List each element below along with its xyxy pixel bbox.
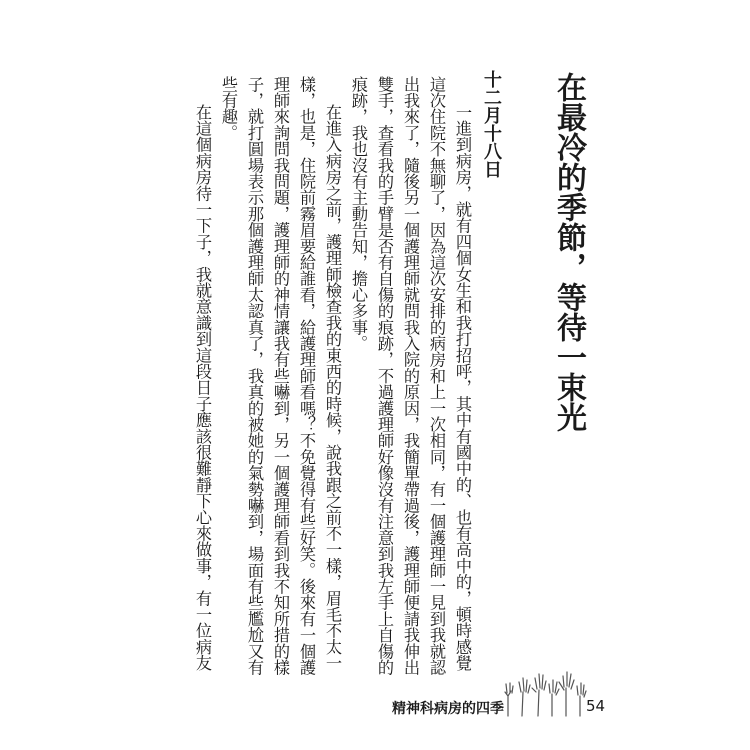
- text-column: 這次住院不無聊了，因為這次安排的病房和上一次相同，有一個護理師一見到我就認: [427, 76, 446, 676]
- text-column: 在這個病房待一下子，我就意識到這段日子應該很難靜下心來做事，有一位病友: [193, 104, 212, 671]
- entry-date: 十二月十八日: [481, 70, 502, 178]
- text-column: 雙手，查看我的手臂是否有自傷的痕跡，不過護理師好像沒有注意到我左手上自傷的: [375, 76, 394, 676]
- chapter-title: 在最冷的季節，等待一束光: [551, 72, 586, 432]
- text-column: 樣，也是，住院前霧眉要給誰看，給護理師看嗎？不免覺得有些好笑。後來有一個護: [297, 76, 316, 676]
- footer-book-title: 精神科病房的四季: [392, 701, 504, 717]
- text-column: 一進到病房，就有四個女生和我打招呼，其中有國中的、也有高中的，頓時感覺: [453, 104, 472, 671]
- text-column: 理師來詢問我問題，護理師的神情讓我有些嚇到，另一個護理師看到我不知所措的樣: [271, 76, 290, 676]
- text-column: 痕跡，我也沒有主動告知，擔心多事。: [349, 76, 368, 352]
- text-column: 些有趣。: [219, 76, 238, 141]
- text-column: 子，就打圓場表示那個護理師太認真了，我真的被她的氣勢嚇到，場面有些尷尬又有: [245, 76, 264, 676]
- text-column: 出我來了，隨後另一個護理師就問我入院的原因，我簡單帶過後，護理師便請我伸出: [401, 76, 420, 676]
- text-column: 在進入病房之前，護理師檢查我的東西的時候，說我跟之前不一樣，眉毛不太一: [323, 104, 342, 671]
- page-number: 54: [586, 697, 606, 715]
- raised-hands-illustration: [502, 662, 588, 718]
